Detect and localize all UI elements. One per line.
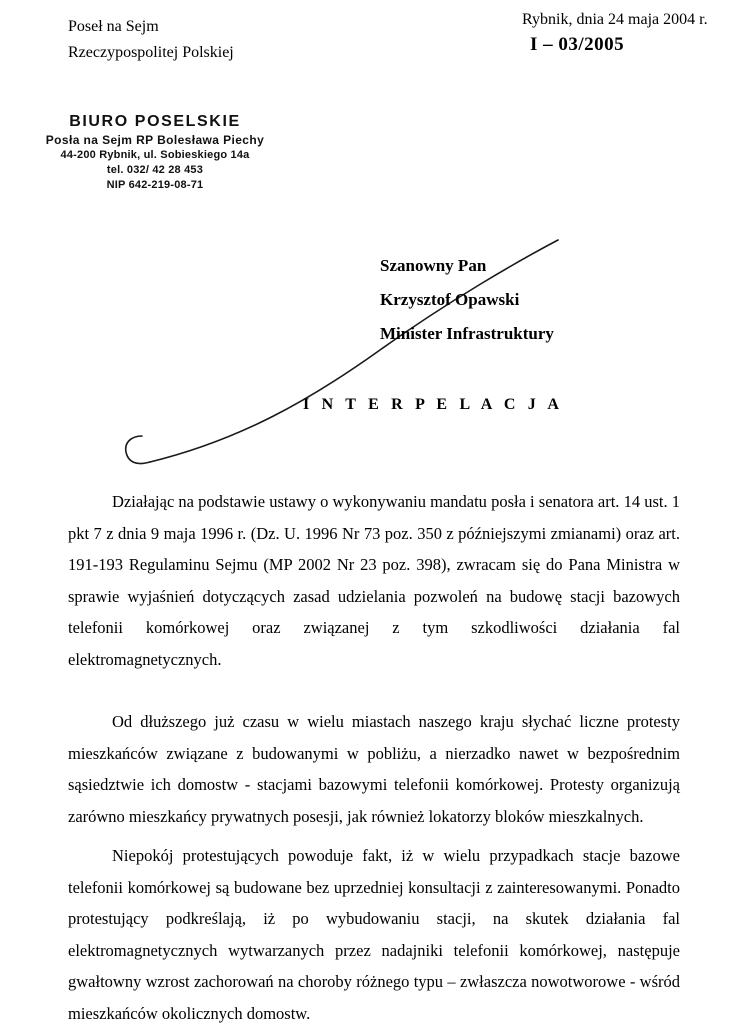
letterhead-sender: [68, 14, 234, 66]
stamp-line-5: NIP 642-219-08-71: [106, 179, 204, 191]
body-paragraph-2: Od dłuższego już czasu w wielu miastach naszego kraju słychać liczne protesty mieszkańców związane z budowanymi w pobliżu, a nierzadko nawet w bezpośrednim sąsiedztwie ich domostw - stacjami bazowymi telefonii komórkowej. Protesty organizują zarówno mieszkańcy prywatnych posesji, jak również lokatorzy bloków mieszkalnych.: [68, 712, 680, 826]
sender-line-2: Rzeczypospolitej Polskiej: [68, 44, 234, 61]
stamp-line-2: Posła na Sejm RP Bolesława Piechy: [45, 133, 265, 147]
place-and-date: Rybnik, dnia 24 maja 2004 r.: [522, 11, 708, 28]
addressee-position: Minister Infrastruktury: [380, 324, 554, 343]
body-paragraph-3: Niepokój protestujących powoduje fakt, iż w wielu przypadkach stacje bazowe telefonii komórkowej są budowane bez uprzedniej konsultacji z zainteresowanymi. Ponadto protestujący podkreślają, iż po wybudowaniu stacji, na skutek działania fal elektromagnetycznych wytwarzanych przez nadajniki telefonii komórkowej, następuje gwałtowny wzrost zachorowań na choroby różnego typu – zwłaszcza nowotworowe - wśród mieszkańców okolicznych domostw.: [68, 846, 680, 1023]
stamp-line-1: BIURO POSELSKIE: [69, 113, 241, 130]
addressee-salutation: Szanowny Pan: [380, 256, 487, 275]
office-stamp: [30, 112, 280, 193]
document-body: [68, 486, 680, 1029]
addressee-name: Krzysztof Opawski: [380, 290, 520, 309]
stamp-line-4: tel. 032/ 42 28 453: [106, 164, 204, 176]
document-number: I – 03/2005: [530, 34, 625, 55]
document-title: I N T E R P E L A C J A: [303, 396, 564, 413]
stamp-line-3: 44-200 Rybnik, ul. Sobieskiego 14a: [60, 149, 250, 161]
addressee-block: [380, 250, 554, 352]
body-paragraph-1: Działając na podstawie ustawy o wykonywaniu mandatu posła i senatora art. 14 ust. 1 pkt 7 z dnia 9 maja 1996 r. (Dz. U. 1996 Nr 73 poz. 350 z późniejszymi zmianami) oraz art. 191-193 Regulaminu Sejmu (MP 2002 Nr 23 poz. 398), zwracam się do Pana Ministra w sprawie wyjaśnień dotyczących zasad udzielania pozwoleń na budowę stacji bazowych telefonii komórkowej oraz związanej z tym szkodliwości działania fal elektromagnetycznych.: [68, 492, 680, 669]
sender-line-1: Poseł na Sejm: [68, 18, 159, 35]
